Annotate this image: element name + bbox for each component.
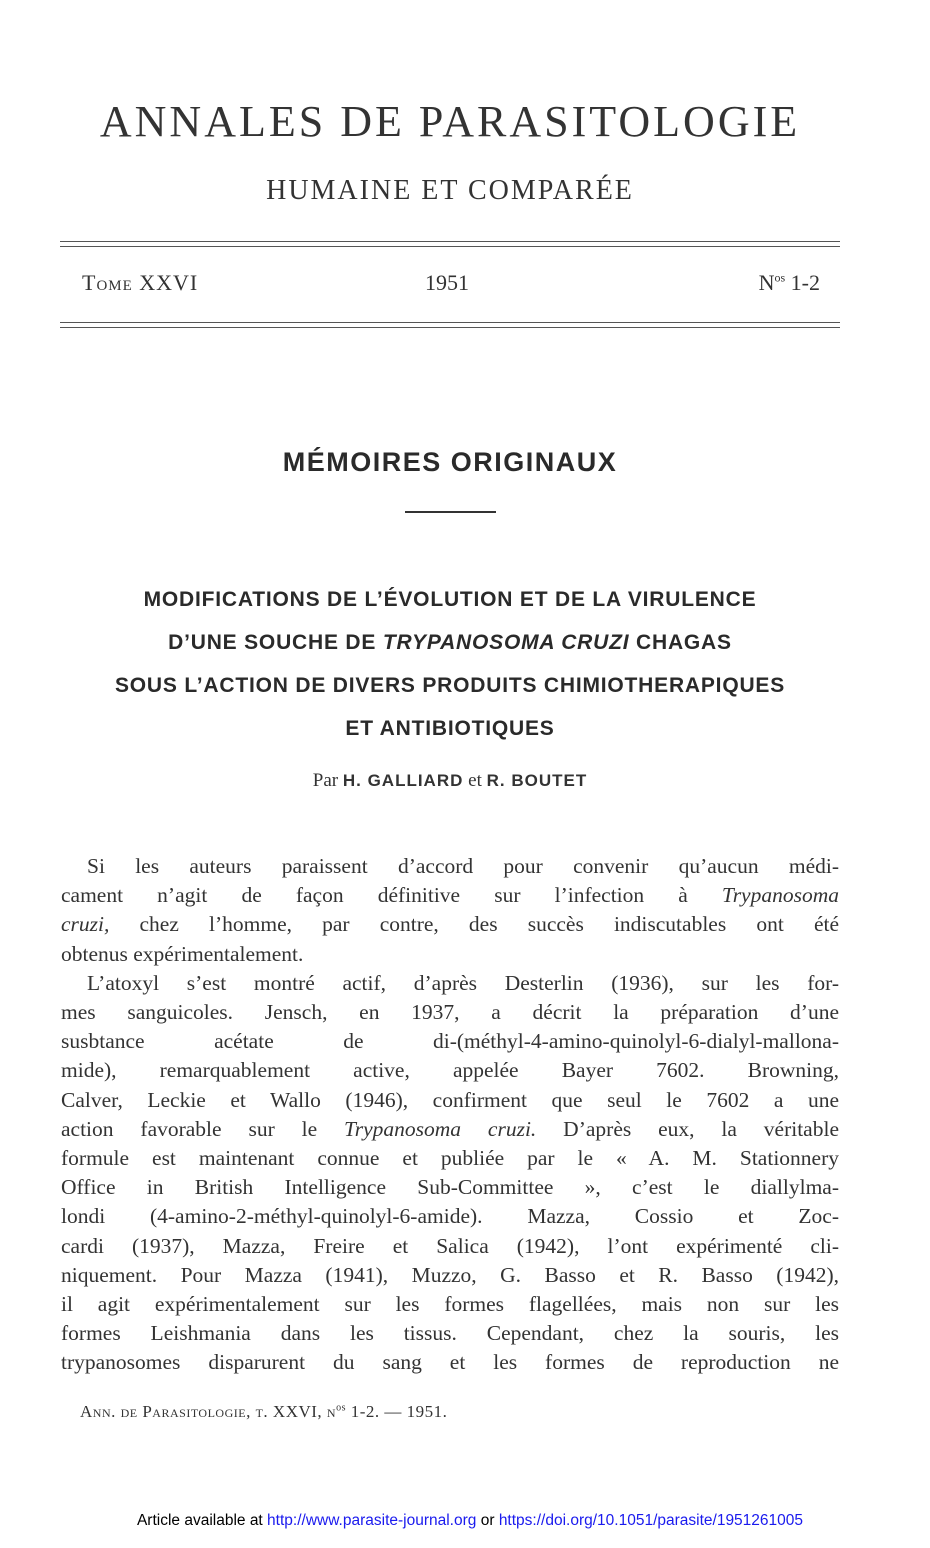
body-line: formes Leishmania dans les tissus. Cependant, chez la souris, les <box>61 1321 839 1346</box>
body-line: londi (4-amino-2-méthyl-quinolyl-6-amide). Mazza, Cossio et Zoc- <box>61 1204 839 1229</box>
body-line: mide), remarquablement active, appelée Bayer 7602. Browning, <box>61 1058 839 1083</box>
body-line: Si les auteurs paraissent d’accord pour convenir qu’aucun médi- <box>87 854 839 878</box>
article-title-line-2-a: D’UNE SOUCHE DE <box>168 631 383 654</box>
byline <box>0 770 900 792</box>
article-title-species: TRYPANOSOMA CRUZI <box>382 631 630 654</box>
footer-citation <box>80 1402 447 1422</box>
article-title <box>40 578 860 750</box>
availability-notice <box>0 1512 930 1530</box>
article-title-line-2-b: CHAGAS <box>629 631 732 654</box>
body-line: obtenus expérimentalement. <box>61 941 304 966</box>
doi-link[interactable]: https://doi.org/10.1051/parasite/1951261005 <box>498 1512 804 1529</box>
article-title-line-1: MODIFICATIONS DE L’ÉVOLUTION ET DE LA VIRULENCE <box>143 588 757 611</box>
availability-prefix: Article available at <box>136 1512 268 1529</box>
byline-et: et <box>463 770 487 791</box>
body-line <box>61 910 839 939</box>
article-title-line-3: SOUS L’ACTION DE DIVERS PRODUITS CHIMIOTHERAPIQUES <box>114 674 786 697</box>
issue-year: 1951 <box>425 270 469 295</box>
issue-numbers <box>759 270 820 296</box>
journal-title: ANNALES DE PARASITOLOGIE <box>99 97 801 146</box>
section-title: MÉMOIRES ORIGINAUX <box>282 447 618 477</box>
paragraph-1 <box>61 852 839 969</box>
body-text-run: chez l’homme, par contre, des succès indiscutables ont été <box>109 912 839 937</box>
body-text-run: D’après eux, la véritable <box>536 1116 839 1141</box>
issue-info-row <box>82 270 820 300</box>
journal-subtitle: HUMAINE ET COMPARÉE <box>266 175 634 206</box>
species-name: Trypanosoma <box>721 883 839 908</box>
footer-citation-sup: os <box>336 1402 346 1414</box>
section-divider <box>405 511 496 513</box>
body-line: cardi (1937), Mazza, Freire et Salica (1942), l’ont expérimenté cli- <box>61 1233 839 1258</box>
body-text-run: cament n’agit de façon définitive sur l’infection à <box>61 883 722 908</box>
body-line: formule est maintenant connue et publiée par le « A. M. Stationnery <box>61 1146 839 1171</box>
species-name: Trypanosoma cruzi. <box>343 1116 537 1141</box>
header-rule-top <box>60 241 840 247</box>
species-name: cruzi, <box>61 912 110 937</box>
byline-par: Par <box>312 770 343 791</box>
paragraph-2 <box>61 969 839 1378</box>
article-title-line-4: ET ANTIBIOTIQUES <box>345 717 555 740</box>
issue-numbers-sup: os <box>774 270 786 285</box>
availability-middle: or <box>476 1512 499 1529</box>
footer-citation-text: Ann. de Parasitologie, t. XXVI, n <box>80 1402 337 1421</box>
body-line: il agit expérimentalement sur les formes flagellées, mais non sur les <box>61 1292 839 1317</box>
issue-numbers-value: 1-2 <box>785 270 820 295</box>
journal-link[interactable]: http://www.parasite-journal.org <box>267 1512 477 1529</box>
body-text-run: action favorable sur le <box>61 1116 344 1141</box>
body-line: niquement. Pour Mazza (1941), Muzzo, G. Basso et R. Basso (1942), <box>61 1262 839 1287</box>
body-line: Office in British Intelligence Sub-Committee », c’est le diallylma- <box>61 1175 839 1200</box>
article-title-line-2 <box>40 621 860 664</box>
body-line: Calver, Leckie et Wallo (1946), confirment que seul le 7602 a une <box>61 1087 839 1112</box>
body-line: mes sanguicoles. Jensch, en 1937, a décrit la préparation d’une <box>61 1000 839 1025</box>
author-2: R. BOUTET <box>486 771 588 790</box>
body-line: L’atoxyl s’est montré actif, d’après Desterlin (1936), sur les for- <box>87 970 839 995</box>
author-1: H. GALLIARD <box>342 771 464 790</box>
issue-numbers-prefix: N <box>758 270 775 295</box>
body-line: susbtance acétate de di-(méthyl-4-amino-quinolyl-6-dialyl-mallona- <box>61 1029 839 1054</box>
body-line <box>61 881 839 910</box>
footer-citation-end: 1-2. — 1951. <box>345 1402 448 1421</box>
body-line <box>61 1115 839 1144</box>
body-line: trypanosomes disparurent du sang et les formes de reproduction ne <box>61 1350 839 1375</box>
header-rule-bottom <box>60 322 840 328</box>
article-body <box>61 852 839 1378</box>
tome-label: Tome XXVI <box>82 270 199 295</box>
